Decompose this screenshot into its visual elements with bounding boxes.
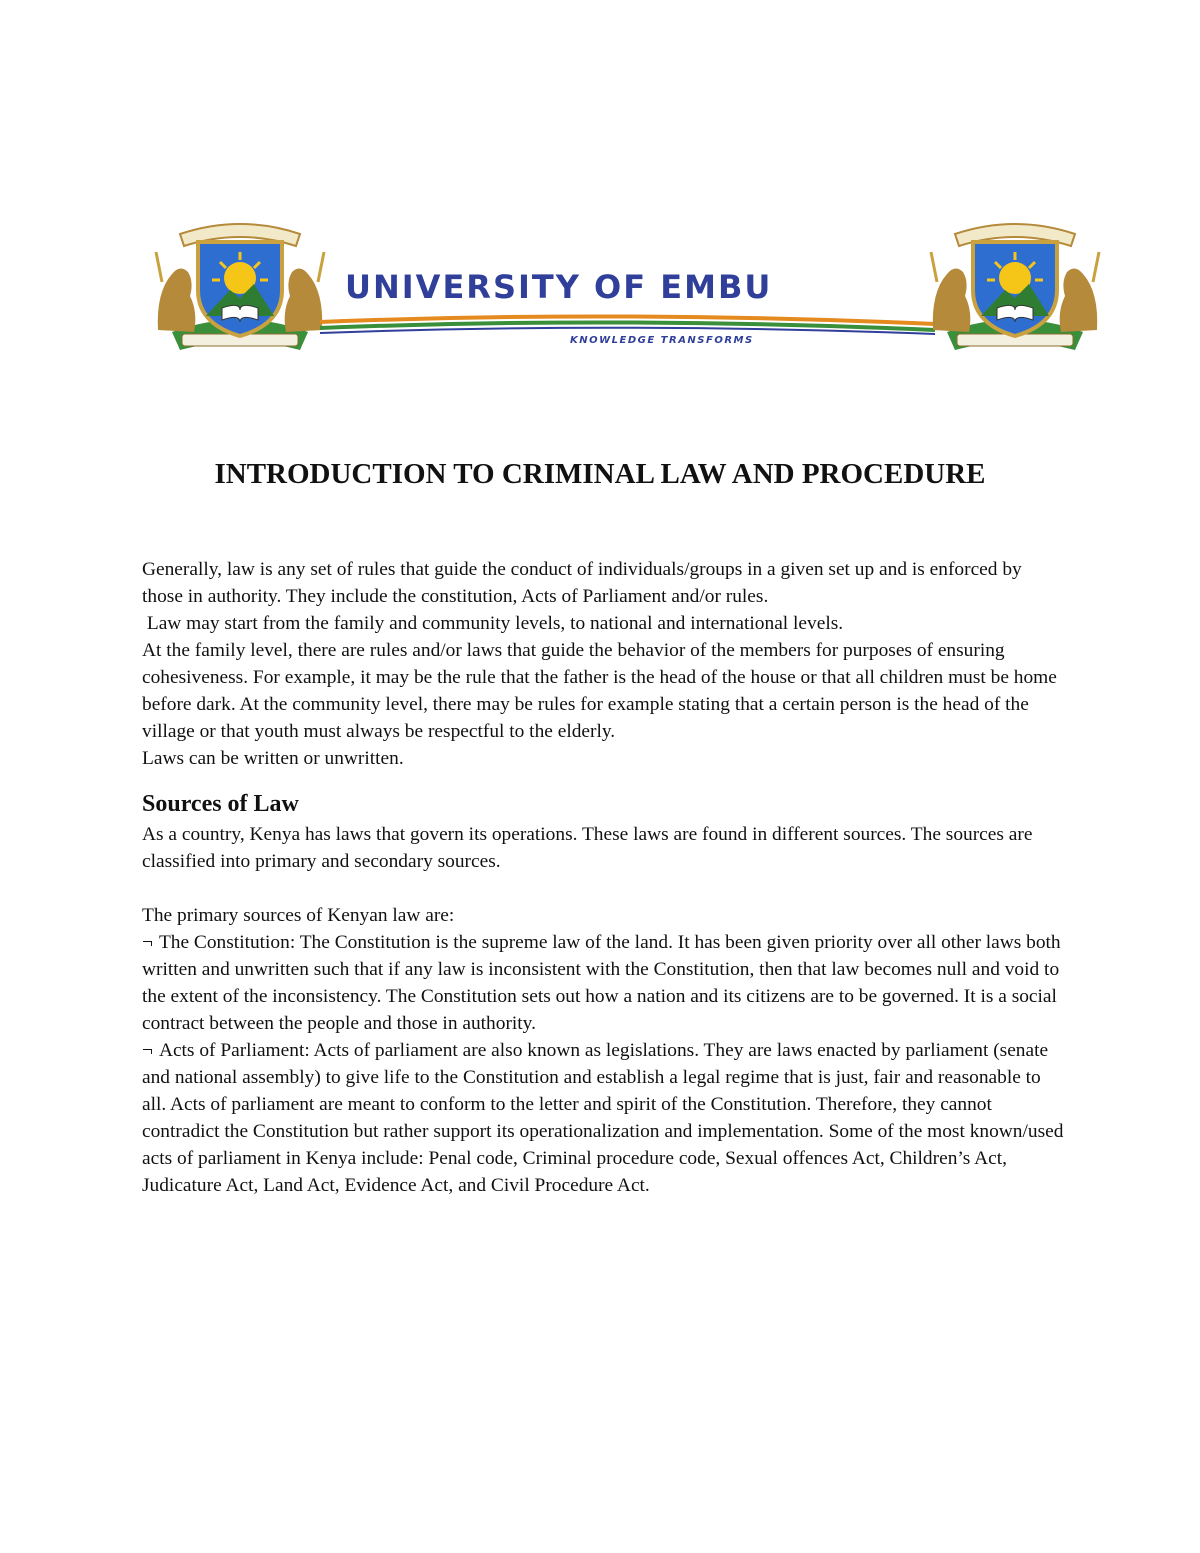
intro-paragraph: Laws can be written or unwritten. [142, 748, 404, 769]
list-item [142, 1037, 1067, 1199]
section-heading-sources-of-law: Sources of Law [142, 791, 299, 817]
university-name: UNIVERSITY OF EMBU [345, 268, 773, 306]
university-motto: KNOWLEDGE TRANSFORMS [570, 335, 754, 346]
list-item [142, 929, 1067, 1037]
university-crest-logo-right [925, 212, 1105, 362]
bullet-symbol: ¬ [142, 1040, 153, 1061]
document-title: INTRODUCTION TO CRIMINAL LAW AND PROCEDURE [214, 458, 986, 490]
intro-paragraph: Law may start from the family and community levels, to national and international levels. [142, 613, 844, 634]
university-crest-logo-left [150, 212, 330, 362]
paragraph-spacer [142, 875, 1067, 902]
list-item-text: Acts of Parliament: Acts of parliament are also known as legislations. They are laws enacted by parliament (senate and national assembly) to give life to the Constitution and establish a legal regime that is just, fair and reasonable to all. Acts of parliament are meant to conform to the letter and spirit of the Constitution. Therefore, they cannot contradict the Constitution but rather support its operationalization and implementation. Some of the most known/used acts of parliament in Kenya include: Penal code, Criminal procedure code, Sexual offences Act, Children’s Act, Judicature Act, Land Act, Evidence Act, and Civil Procedure Act. [142, 1040, 1064, 1196]
list-item-text: The Constitution: The Constitution is the supreme law of the land. It has been given priority over all other laws both written and unwritten such that if any law is inconsistent with the Constitution, then that law becomes null and void to the extent of the inconsistency. The Constitution sets out how a nation and its citizens are to be governed. It is a social contract between the people and those in authority. [142, 932, 1061, 1034]
primary-sources-intro: The primary sources of Kenyan law are: [142, 905, 455, 926]
document-body [142, 556, 1067, 1199]
letterhead [150, 212, 1105, 362]
intro-paragraph: At the family level, there are rules and/or laws that guide the behavior of the members for purposes of ensuring cohesiveness. For example, it may be the rule that the father is the head of the house or that all children must be home before dark. At the community level, there may be rules for example stating that a certain person is the head of the village or that youth must always be respectful to the elderly. [142, 640, 1057, 742]
intro-paragraph: Generally, law is any set of rules that guide the conduct of individuals/groups in a given set up and is enforced by those in authority. They include the constitution, Acts of Parliament and/or rules. [142, 559, 1022, 607]
sources-intro-paragraph: As a country, Kenya has laws that govern its operations. These laws are found in different sources. The sources are classified into primary and secondary sources. [142, 824, 1033, 872]
bullet-symbol: ¬ [142, 932, 153, 953]
